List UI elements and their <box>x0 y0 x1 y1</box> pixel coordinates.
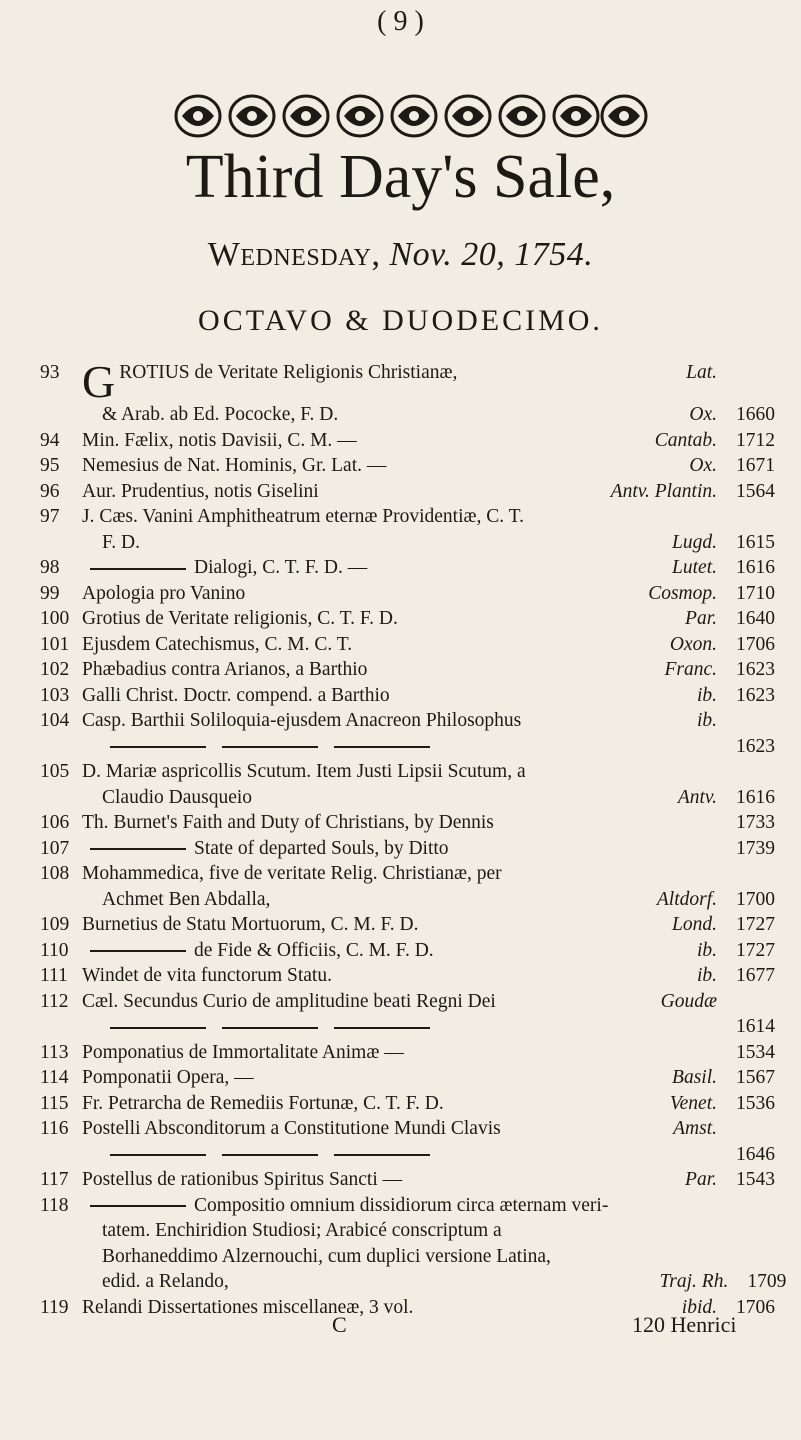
entry-text: State of departed Souls, by Ditto <box>82 836 597 862</box>
lot-number: 117 <box>40 1169 69 1190</box>
fleuron-row-icon <box>172 90 650 142</box>
lot-number: 94 <box>40 429 60 451</box>
entry-text: J. Cæs. Vanini Amphitheatrum eternæ Providentiæ, C. T. <box>82 506 524 527</box>
entry-text: Galli Christ. Doctr. compend. a Barthio <box>82 684 390 706</box>
catalogue-entry <box>40 657 775 683</box>
imprint-place: ibid. <box>681 1296 717 1318</box>
imprint-year: 1536 <box>736 1092 775 1114</box>
lot-number: 104 <box>40 710 70 731</box>
imprint-place: Cosmop. <box>648 582 717 604</box>
lot-number: 107 <box>40 837 70 859</box>
imprint-place: Ox. <box>689 404 717 425</box>
imprint-year: 1739 <box>736 837 775 859</box>
entry-text: Grotius de Veritate religionis, C. T. F. D. <box>82 608 398 629</box>
imprint-place: Par. <box>685 1169 717 1190</box>
lot-number: 108 <box>40 863 70 884</box>
imprint-year: 1564 <box>736 480 775 502</box>
imprint-place: ib. <box>696 965 717 986</box>
imprint-place: Amst. <box>673 1118 717 1139</box>
imprint-year: 1700 <box>736 888 775 910</box>
catalogue-entry <box>40 810 775 836</box>
entry-text: Cæl. Secundus Curio de amplitudine beati Regni Dei <box>82 990 496 1012</box>
catchword: 120 Henrici <box>632 1312 737 1337</box>
imprint-year: 1614 <box>736 1016 775 1037</box>
catalogue-entry <box>40 428 775 454</box>
catalogue-entry <box>40 963 775 989</box>
catalogue-entry <box>40 1193 787 1295</box>
entry-text: Mohammedica, five de veritate Relig. Christianæ, per <box>82 863 502 884</box>
imprint-place: Lat. <box>686 362 717 383</box>
catalogue-entry <box>40 708 775 759</box>
entry-text: Claudio Dausqueio <box>102 786 253 808</box>
catalogue-entry <box>40 453 775 479</box>
catalogue-entry <box>40 836 775 862</box>
entry-text: Achmet Ben Abdalla, <box>102 888 271 910</box>
imprint-year: 1623 <box>736 659 775 680</box>
imprint-place: Lond. <box>672 914 717 935</box>
lot-number: 99 <box>40 582 60 604</box>
imprint-year: 1677 <box>736 965 775 986</box>
imprint-year: 1712 <box>736 429 775 451</box>
entry-text <box>102 1142 597 1168</box>
sale-date <box>0 236 801 274</box>
catalogue-entry <box>40 555 775 581</box>
imprint-year: 1623 <box>736 684 775 706</box>
imprint-year: 1640 <box>736 608 775 629</box>
lot-number: 112 <box>40 990 69 1012</box>
catalogue-entry <box>40 1116 775 1167</box>
imprint-place: Altdorf. <box>656 888 717 910</box>
catalogue-entry <box>40 989 775 1040</box>
entry-text: Ejusdem Catechismus, C. M. C. T. <box>82 633 353 655</box>
entry-text: Pomponatii Opera, — <box>82 1067 254 1088</box>
entry-text: GROTIUS de Veritate Religionis Christianæ, <box>82 360 458 402</box>
lot-number: 115 <box>40 1092 69 1114</box>
entry-text: Postelli Absconditorum a Constitutione Mundi Clavis <box>82 1118 501 1139</box>
catalogue-entry <box>40 632 775 658</box>
imprint-place: Antv. <box>677 786 717 808</box>
imprint-year: 1616 <box>736 786 775 808</box>
sale-date-rest: Nov. 20, 1754. <box>389 236 594 273</box>
catalogue-entry <box>40 683 775 709</box>
catalogue-entry <box>40 1065 775 1091</box>
imprint-year: 1709 <box>747 1271 787 1292</box>
entry-text: Casp. Barthii Soliloquia-ejusdem Anacreon Philosophus <box>82 710 522 731</box>
sale-date-day: Wednesday, <box>207 236 381 273</box>
entry-text: F. D. <box>102 531 140 553</box>
imprint-year: 1706 <box>736 1296 775 1318</box>
entry-text: Nemesius de Nat. Hominis, Gr. Lat. — <box>82 455 387 476</box>
imprint-year: 1733 <box>736 812 775 833</box>
imprint-year: 1727 <box>736 914 775 935</box>
entry-text: Th. Burnet's Faith and Duty of Christians, by Dennis <box>82 812 494 833</box>
catalogue-entry <box>40 1091 775 1117</box>
lot-number: 113 <box>40 1041 69 1063</box>
imprint-place: Traj. Rh. <box>659 1271 729 1292</box>
imprint-year: 1727 <box>736 939 775 961</box>
imprint-place: Ox. <box>689 455 717 476</box>
catalogue-entry <box>40 479 775 505</box>
lot-number: 109 <box>40 914 70 935</box>
entry-text <box>102 1014 597 1040</box>
imprint-place: Venet. <box>669 1092 717 1114</box>
imprint-place: Cantab. <box>654 429 717 451</box>
imprint-year: 1543 <box>736 1169 775 1190</box>
lot-number: 106 <box>40 812 70 833</box>
imprint-place: Franc. <box>664 659 717 680</box>
lot-number: 93 <box>40 362 60 383</box>
imprint-year: 1660 <box>736 404 775 425</box>
lot-number: 114 <box>40 1067 69 1088</box>
entry-text: Relandi Dissertationes miscellaneæ, 3 vol. <box>82 1296 414 1318</box>
catalogue-entry <box>40 912 775 938</box>
lot-number: 105 <box>40 761 70 782</box>
lot-number: 111 <box>40 965 68 986</box>
imprint-place: Goudæ <box>660 990 717 1012</box>
sale-title: Third Day's Sale, <box>185 143 616 211</box>
imprint-place: Par. <box>685 608 717 629</box>
entry-text: Windet de vita functorum Statu. <box>82 965 332 986</box>
imprint-place: Antv. Plantin. <box>610 480 717 502</box>
entry-text: Aur. Prudentius, notis Giselini <box>82 480 319 502</box>
lot-number: 102 <box>40 659 70 680</box>
entry-text: Compositio omnium dissidiorum circa æternam veri- <box>82 1193 608 1219</box>
entry-text: Phæbadius contra Arianos, a Barthio <box>82 659 368 680</box>
imprint-place: ib. <box>696 710 717 731</box>
entry-text: edid. a Relando, <box>102 1271 229 1292</box>
lot-number: 101 <box>40 633 70 655</box>
entry-text: Fr. Petrarcha de Remediis Fortunæ, C. T. F. D. <box>82 1092 444 1114</box>
imprint-place: Lugd. <box>672 531 717 553</box>
entry-text: Dialogi, C. T. F. D. — <box>82 555 597 581</box>
lot-number: 95 <box>40 455 60 476</box>
imprint-year: 1710 <box>736 582 775 604</box>
imprint-year: 1646 <box>736 1143 775 1165</box>
imprint-place: ib. <box>696 684 717 706</box>
catalogue-entry <box>40 759 775 810</box>
lot-number: 98 <box>40 557 60 578</box>
entry-text: D. Mariæ aspricollis Scutum. Item Justi Lipsii Scutum, a <box>82 761 526 782</box>
entry-text: Postellus de rationibus Spiritus Sancti — <box>82 1169 403 1190</box>
entry-text: de Fide & Officiis, C. M. F. D. <box>82 938 597 964</box>
entry-text: Apologia pro Vanino <box>82 582 246 604</box>
lot-number: 103 <box>40 684 70 706</box>
imprint-place: Lutet. <box>672 557 717 578</box>
catalogue-entries <box>40 360 787 1320</box>
catalogue-entry <box>40 360 775 428</box>
catalogue-entry <box>40 861 775 912</box>
imprint-year: 1615 <box>736 531 775 553</box>
catalogue-entry <box>40 1040 775 1066</box>
catalogue-entry <box>40 581 775 607</box>
entry-text <box>102 734 597 760</box>
imprint-year: 1706 <box>736 633 775 655</box>
entry-text: Burnetius de Statu Mortuorum, C. M. F. D. <box>82 914 419 935</box>
lot-number: 100 <box>40 608 70 629</box>
imprint-place: Oxon. <box>669 633 717 655</box>
entry-text: Min. Fælix, notis Davisii, C. M. — <box>82 429 357 451</box>
catalogue-entry <box>40 1167 775 1193</box>
format-heading: OCTAVO & DUODECIMO. <box>198 304 603 337</box>
signature-mark: C <box>332 1312 347 1337</box>
entry-text: Pomponatius de Immortalitate Animæ — <box>82 1041 404 1063</box>
catalogue-entry <box>40 938 775 964</box>
lot-number: 97 <box>40 506 60 527</box>
imprint-year: 1671 <box>736 455 775 476</box>
lot-number: 110 <box>40 939 69 961</box>
imprint-place: ib. <box>696 939 717 961</box>
entry-text: & Arab. ab Ed. Pococke, F. D. <box>102 404 339 425</box>
imprint-place: Basil. <box>672 1067 717 1088</box>
imprint-year: 1623 <box>736 735 775 757</box>
page-number: ( 9 ) <box>377 6 424 37</box>
catalogue-entry <box>40 504 775 555</box>
catalogue-entry <box>40 606 775 632</box>
entry-text: Borhaneddimo Alzernouchi, cum duplici versione Latina, <box>102 1245 551 1267</box>
lot-number: 96 <box>40 480 60 502</box>
entry-text: tatem. Enchiridion Studiosi; Arabicé conscriptum a <box>102 1220 502 1241</box>
lot-number: 119 <box>40 1296 69 1318</box>
imprint-year: 1616 <box>736 557 775 578</box>
imprint-year: 1567 <box>736 1067 775 1088</box>
imprint-year: 1534 <box>736 1041 775 1063</box>
lot-number: 118 <box>40 1194 69 1216</box>
lot-number: 116 <box>40 1118 69 1139</box>
